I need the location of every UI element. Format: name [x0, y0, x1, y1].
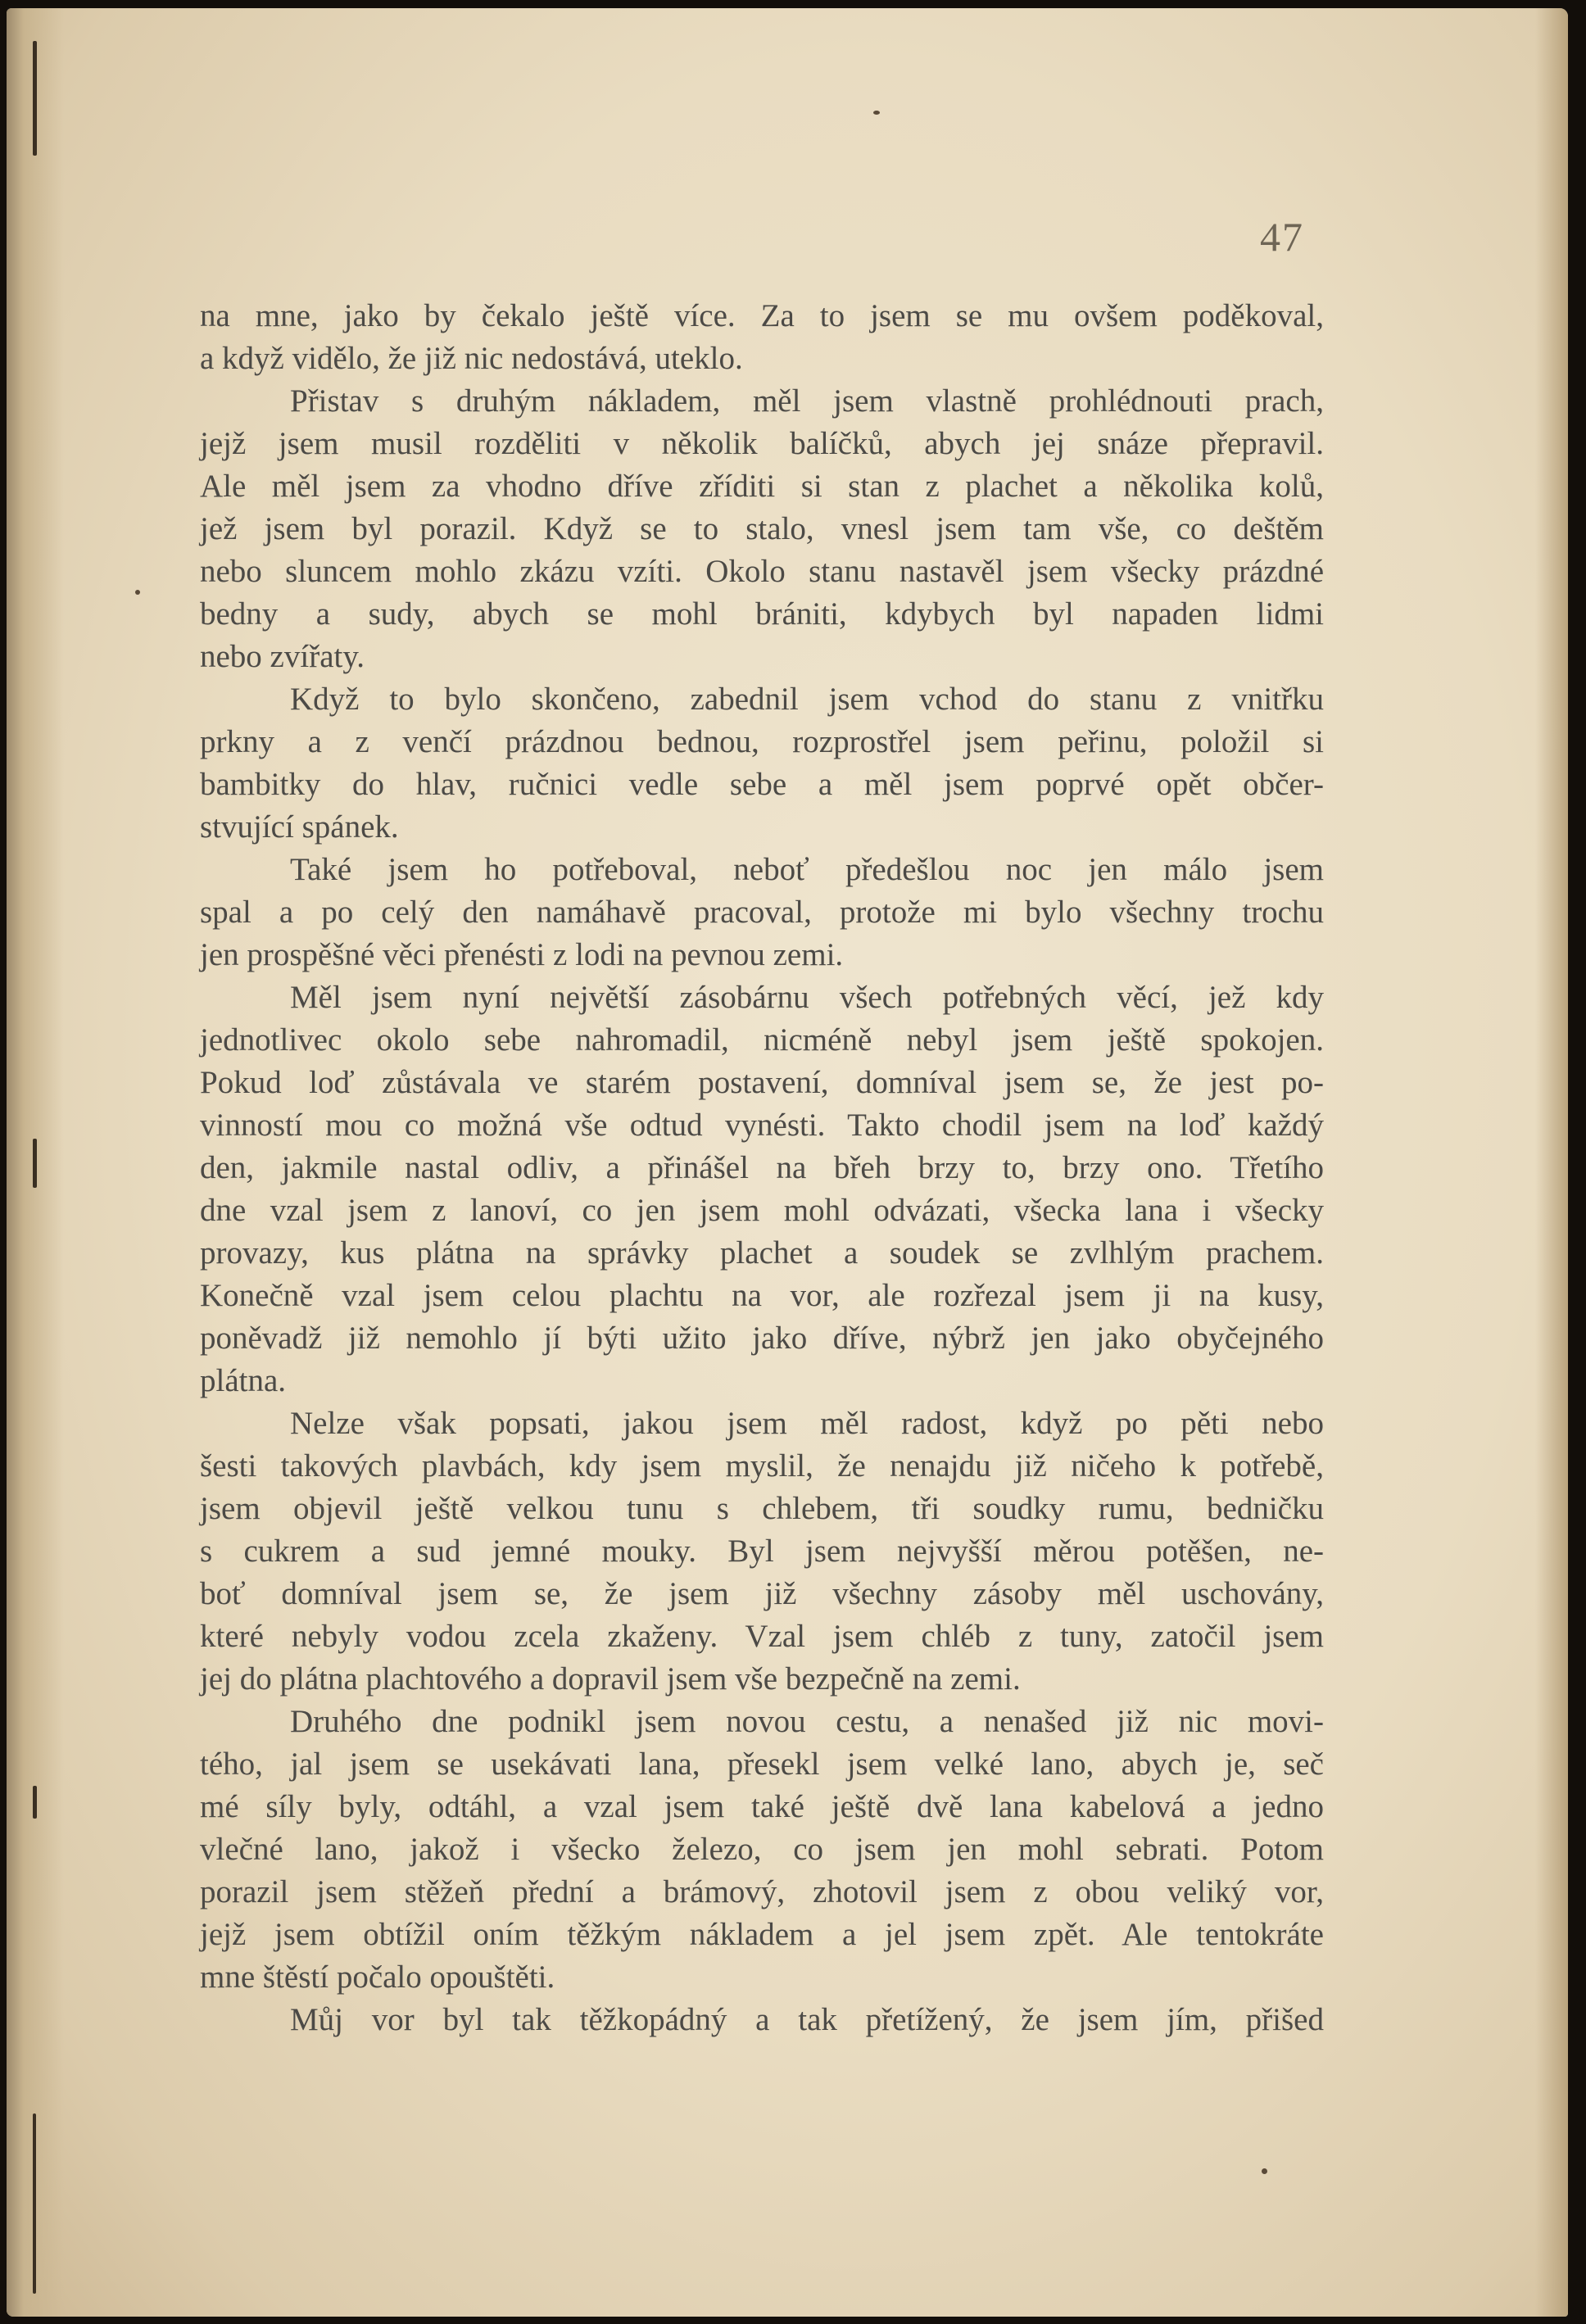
- text-line: Přistav s druhým nákladem, měl jsem vlastně prohlédnouti prach,: [290, 383, 1324, 419]
- text-line: mne štěstí počalo opouštěti.: [200, 1959, 555, 1995]
- text-line: jsem objevil ještě velkou tunu s chlebem, tři soudky rumu, bedničku: [200, 1491, 1324, 1526]
- text-line: stvující spánek.: [200, 809, 399, 845]
- text-line: vlečné lano, jakož i všecko železo, co jsem jen mohl sebrati. Potom: [200, 1832, 1324, 1867]
- text-line: provazy, kus plátna na správky plachet a soudek se zvlhlým prachem.: [200, 1235, 1324, 1271]
- text-line: jež jsem byl porazil. Když se to stalo, vnesl jsem tam vše, co deštěm: [200, 511, 1324, 546]
- text-line: boť domníval jsem se, že jsem již všechny zásoby měl uschovány,: [200, 1576, 1324, 1611]
- text-line: Ale měl jsem za vhodno dříve zříditi si stan z plachet a několika kolů,: [200, 469, 1324, 504]
- text-line: dne vzal jsem z lanoví, co jen jsem mohl odvázati, všecka lana i všecky: [200, 1193, 1324, 1228]
- text-line: prkny a z venčí prázdnou bednou, rozprostřel jsem peřinu, položil si: [200, 724, 1324, 759]
- text-line: s cukrem a sud jemné mouky. Byl jsem nejvyšší měrou potěšen, ne-: [200, 1533, 1324, 1569]
- text-line: Také jsem ho potřeboval, neboť předešlou noc jen málo jsem: [290, 852, 1324, 887]
- text-line: Když to bylo skončeno, zabednil jsem vchod do stanu z vnitřku: [290, 682, 1324, 717]
- paper-speck: [135, 590, 140, 595]
- binding-mark: [33, 41, 37, 156]
- binding-mark: [33, 1139, 37, 1188]
- text-line: mé síly byly, odtáhl, a vzal jsem také ještě dvě lana kabelová a jedno: [200, 1789, 1324, 1824]
- text-line: jednotlivec okolo sebe nahromadil, nicméně nebyl jsem ještě spokojen.: [200, 1022, 1324, 1058]
- text-line: plátna.: [200, 1363, 287, 1398]
- text-line: vinností mou co možná vše odtud vynésti. Takto chodil jsem na loď každý: [200, 1108, 1324, 1143]
- text-line: Měl jsem nyní největší zásobárnu všech potřebných věcí, jež kdy: [290, 980, 1324, 1015]
- text-line: nebo zvířaty.: [200, 639, 365, 674]
- text-line: Konečně vzal jsem celou plachtu na vor, ale rozřezal jsem ji na kusy,: [200, 1278, 1324, 1313]
- text-line: Pokud loď zůstávala ve starém postavení, domníval jsem se, že jest po-: [200, 1065, 1324, 1100]
- page-edge-shadow: [1535, 8, 1568, 2317]
- text-line: Můj vor byl tak těžkopádný a tak přetížený, že jsem jím, přišed: [290, 2002, 1324, 2037]
- page-number: 47: [1260, 214, 1304, 260]
- body-text: [200, 295, 1324, 2041]
- binding-mark: [33, 1786, 37, 1819]
- text-line: den, jakmile nastal odliv, a přinášel na břeh brzy to, brzy ono. Třetího: [200, 1150, 1324, 1185]
- text-line: tého, jal jsem se usekávati lana, přesekl jsem velké lano, abych je, seč: [200, 1746, 1324, 1782]
- text-line: které nebyly vodou zcela zkaženy. Vzal jsem chléb z tuny, zatočil jsem: [200, 1619, 1324, 1654]
- text-line: šesti takových plavbách, kdy jsem myslil, že nenajdu již ničeho k potřebě,: [200, 1448, 1324, 1484]
- binding-mark: [33, 2113, 36, 2294]
- text-line: jen prospěšné věci přenésti z lodi na pevnou zemi.: [200, 937, 844, 972]
- text-line: porazil jsem stěžeň přední a brámový, zhotovil jsem z obou veliký vor,: [200, 1874, 1324, 1909]
- text-line: a když vidělo, že již nic nedostává, uteklo.: [200, 341, 743, 376]
- text-line: bedny a sudy, abych se mohl brániti, kdybych byl napaden lidmi: [200, 596, 1324, 632]
- text-line: nebo sluncem mohlo zkázu vzíti. Okolo stanu nastavěl jsem všecky prázdné: [200, 554, 1324, 589]
- text-line: bambitky do hlav, ručnici vedle sebe a měl jsem poprvé opět občer-: [200, 767, 1324, 802]
- text-line: Nelze však popsati, jakou jsem měl radost, když po pěti nebo: [290, 1406, 1324, 1441]
- text-line: jejž jsem obtížil oním těžkým nákladem a jel jsem zpět. Ale tentokráte: [200, 1917, 1324, 1952]
- book-page: [7, 8, 1568, 2317]
- text-line: spal a po celý den namáhavě pracoval, protože mi bylo všechny trochu: [200, 895, 1324, 930]
- text-line: na mne, jako by čekalo ještě více. Za to jsem se mu ovšem poděkoval,: [200, 298, 1324, 333]
- text-line: jejž jsem musil rozděliti v několik balíčků, abych jej snáze přepravil.: [200, 426, 1324, 461]
- text-line: jej do plátna plachtového a dopravil jsem vše bezpečně na zemi.: [200, 1661, 1021, 1697]
- paper-speck: [873, 111, 880, 115]
- paper-speck: [1262, 2168, 1267, 2174]
- text-line: poněvadž již nemohlo jí býti užito jako dříve, nýbrž jen jako obyčejného: [200, 1321, 1324, 1356]
- text-line: Druhého dne podnikl jsem novou cestu, a nenašed již nic movi-: [290, 1704, 1324, 1739]
